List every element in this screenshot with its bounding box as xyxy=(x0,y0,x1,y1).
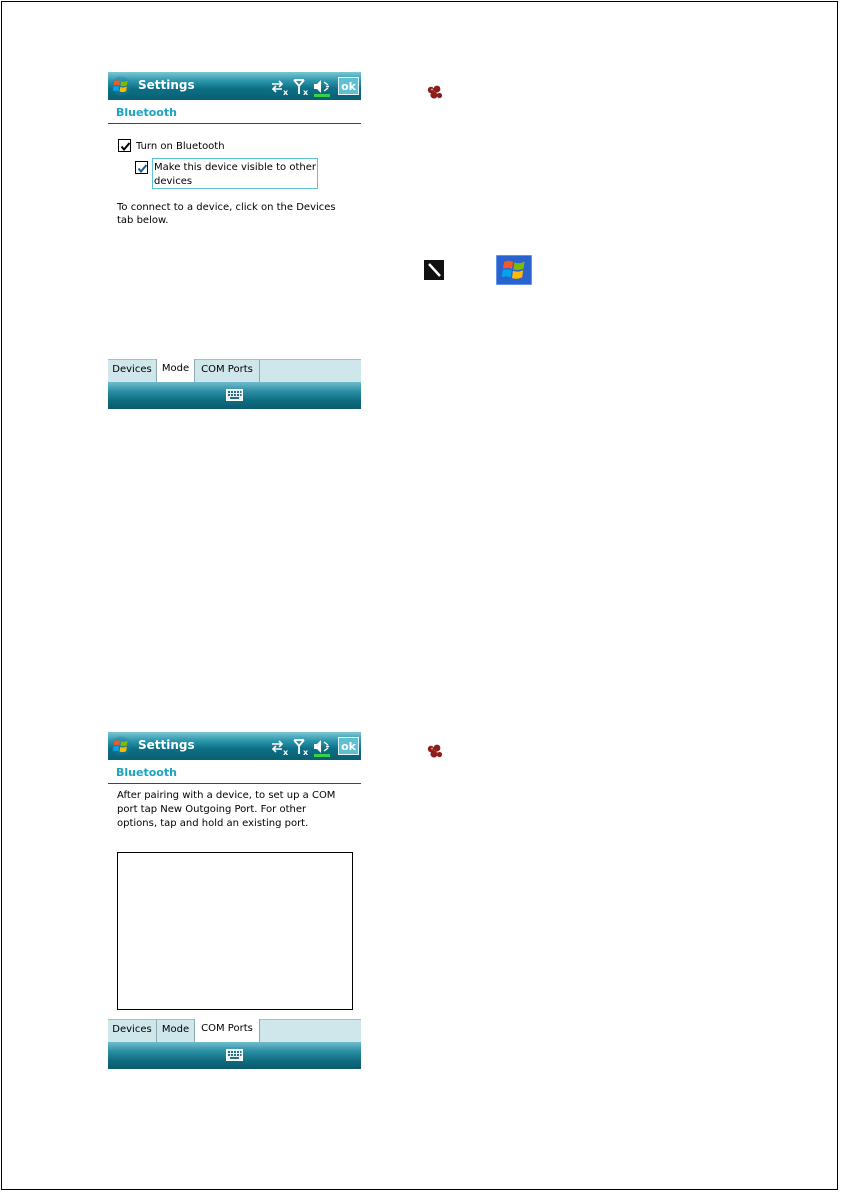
svg-text:x: x xyxy=(303,748,309,757)
com-ports-instructions-line2: port tap New Outgoing Port. For other xyxy=(117,804,307,815)
ok-button[interactable]: ok xyxy=(338,77,359,95)
keyboard-icon[interactable] xyxy=(226,1049,243,1061)
ok-button[interactable]: ok xyxy=(338,737,359,755)
bluetooth-device-icon xyxy=(426,743,444,761)
title-bar xyxy=(108,72,361,100)
tab-com-ports[interactable]: COM Ports xyxy=(195,360,260,382)
checkmark-icon xyxy=(136,162,149,175)
status-icons[interactable] xyxy=(270,737,338,757)
svg-text:x: x xyxy=(283,88,289,97)
svg-text:x: x xyxy=(303,88,309,97)
bluetooth-mode-screen xyxy=(108,72,361,409)
make-visible-label-line1[interactable]: Make this device visible to other xyxy=(154,162,316,173)
tab-mode[interactable]: Mode xyxy=(157,1020,195,1042)
connectivity-icon xyxy=(272,741,282,752)
tab-devices[interactable]: Devices xyxy=(108,360,157,382)
turn-on-bluetooth-label[interactable]: Turn on Bluetooth xyxy=(136,141,225,152)
app-header xyxy=(108,760,361,784)
instructions-line1: To connect to a device, click on the Devices xyxy=(117,202,336,213)
connectivity-icon xyxy=(272,81,282,92)
header-title: Bluetooth xyxy=(116,766,177,779)
com-ports-instructions-line1: After pairing with a device, to set up a COM xyxy=(117,790,336,801)
turn-on-bluetooth-checkbox[interactable] xyxy=(118,139,131,152)
status-icons[interactable] xyxy=(270,77,338,97)
speaker-muted-icon xyxy=(314,740,330,757)
svg-text:x: x xyxy=(283,748,289,757)
soft-key-bar xyxy=(108,1042,361,1069)
window-title: Settings xyxy=(138,738,195,752)
title-bar xyxy=(108,732,361,760)
window-title: Settings xyxy=(138,78,195,92)
bluetooth-device-icon xyxy=(426,84,444,102)
checkmark-icon xyxy=(119,140,132,153)
windows-flag-icon[interactable] xyxy=(111,736,131,756)
instructions-line2: tab below. xyxy=(117,215,169,226)
speaker-muted-icon xyxy=(314,80,330,97)
app-header xyxy=(108,100,361,124)
bluetooth-com-ports-screen xyxy=(108,732,361,1069)
soft-key-bar xyxy=(108,382,361,409)
tab-mode[interactable]: Mode xyxy=(156,359,195,382)
tab-com-ports[interactable]: COM Ports xyxy=(194,1019,260,1042)
tab-bar xyxy=(108,1019,361,1042)
make-visible-checkbox[interactable] xyxy=(135,161,148,174)
com-ports-instructions-line3: options, tap and hold an existing port. xyxy=(117,818,309,829)
windows-flag-icon[interactable] xyxy=(111,76,131,96)
make-visible-label-line2[interactable]: devices xyxy=(154,176,193,187)
stylus-icon xyxy=(424,260,444,280)
windows-start-icon xyxy=(496,255,532,285)
keyboard-icon[interactable] xyxy=(226,389,243,401)
header-title: Bluetooth xyxy=(116,106,177,119)
com-ports-list[interactable] xyxy=(117,852,353,1010)
tab-bar xyxy=(108,359,361,382)
tab-devices[interactable]: Devices xyxy=(108,1020,157,1042)
